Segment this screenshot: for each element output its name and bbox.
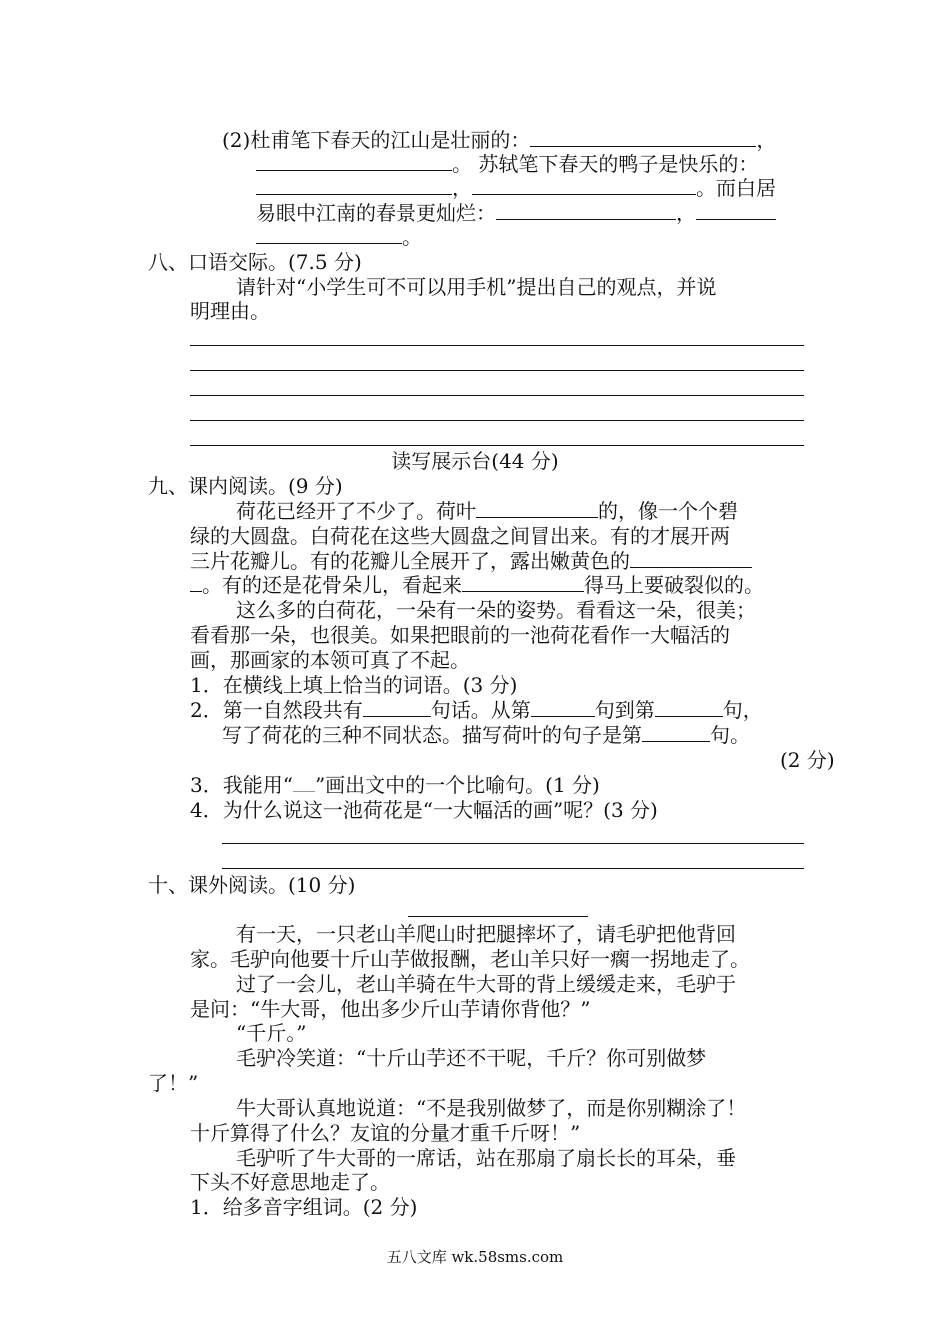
section-10-heading: 十、课外阅读。(10 分) [148,873,356,897]
s10-l8: 牛大哥认真地说道：“不是我别做梦了，而是你别糊涂了！ [236,1096,747,1120]
q7-2-text4: 易眼中江南的春景更灿烂： [256,201,496,225]
answer-line[interactable] [190,345,804,346]
s9-q3 [190,773,600,797]
s10-l11: 下头不好意思地走了。 [190,1170,390,1194]
section-8-heading: 八、口语交际。(7.5 分) [148,250,362,274]
answer-blank[interactable] [476,499,598,518]
q7-2-text3: 。而白居 [696,176,776,200]
q7-2-text1: (2)杜甫笔下春天的江山是壮丽的： [222,128,531,152]
answer-blank[interactable] [472,176,696,195]
answer-blank[interactable] [642,723,710,742]
s9-text: 。有的还是花骨朵儿，看起来 [202,573,462,597]
s10-l2: 家。毛驴向他要十斤山芋做报酬，老山羊只好一瘸一拐地走了。 [190,947,750,971]
q7-2-line3 [256,176,776,200]
answer-blank[interactable] [256,176,452,195]
s9-text: 句。 [710,723,750,747]
s9-q1: 1．在横线上填上恰当的词语。(3 分) [190,673,518,697]
s9-text: 的，像一个个碧 [598,499,738,523]
s10-q1: 1．给多音字组词。(2 分) [190,1195,418,1219]
section-8-prompt-l2: 明理由。 [190,299,270,323]
s9-q2-line1 [190,698,763,722]
answer-blank[interactable] [496,201,676,220]
q7-2-comma3: ， [676,201,696,225]
s9-p1-l2: 绿的大圆盘。白荷花在这些大圆盘之间冒出来。有的才展开两 [190,524,730,548]
answer-line[interactable] [190,370,804,371]
answer-line[interactable] [222,843,804,844]
answer-blank[interactable] [531,698,595,717]
s9-q2-score: (2 分) [780,748,835,772]
answer-blank[interactable] [655,698,723,717]
s9-text: 句， [722,698,763,722]
title-blank[interactable] [408,916,588,917]
s9-p1-l1 [236,499,738,523]
s9-q4: 4．为什么说这一池荷花是“一大幅活的画”呢？(3 分) [190,798,658,822]
q7-2-comma2: ， [452,176,472,200]
s9-p2-l2: 看看那一朵，也很美。如果把眼前的一池荷花看作一大幅活的 [190,623,730,647]
q7-2-line5 [256,225,422,249]
q7-2-text2: 。 苏轼笔下春天的鸭子是快乐的： [452,152,759,176]
s10-l3: 过了一会儿，老山羊骑在牛大哥的背上缓缓走来，毛驴于 [236,972,736,996]
s10-l1: 有一天，一只老山羊爬山时把腿摔坏了，请毛驴把他背回 [236,922,736,946]
s9-text: ”画出文中的一个比喻句。(1 分) [314,773,600,797]
s9-text: 句到第 [594,698,655,722]
s9-p2-l3: 画，那画家的本领可真了不起。 [190,648,470,672]
q7-2-line1 [222,128,776,152]
s9-text: 三片花瓣儿。有的花瓣儿全展开了，露出嫩黄色的 [190,549,630,573]
s9-p1-l4 [190,573,764,597]
q7-2-line2 [256,152,758,176]
s9-text: 荷花已经开了不少了。荷叶 [236,499,476,523]
answer-blank[interactable] [190,573,202,592]
answer-blank[interactable] [256,225,402,244]
s10-l6: 毛驴冷笑道：“十斤山芋还不干呢，千斤？你可别做梦 [236,1046,707,1070]
s9-text: 3．我能用“ [190,773,293,797]
answer-blank[interactable] [696,201,776,220]
answer-line[interactable] [190,445,804,446]
answer-blank[interactable] [363,698,431,717]
answer-line[interactable] [190,420,804,421]
s9-text: 句话。从第 [430,698,531,722]
s9-text: 写了荷花的三种不同状态。描写荷叶的句子是第 [222,723,642,747]
answer-blank[interactable] [630,549,752,568]
answer-blank[interactable] [462,573,584,592]
s10-l5: “千斤。” [236,1021,307,1045]
s10-l7: 了！” [148,1071,199,1095]
s9-p1-l3 [190,549,752,573]
s10-l10: 毛驴听了牛大哥的一席话，站在那扇了扇长长的耳朵，垂 [236,1146,736,1170]
answer-blank[interactable] [256,152,452,171]
section-8-prompt-l1: 请针对“小学生可不可以用手机”提出自己的观点，并说 [236,275,717,299]
s10-l9: 十斤算得了什么？友谊的分量才重千斤呀！” [190,1121,581,1145]
page-footer: 五八文库 wk.58sms.com [386,1248,564,1266]
s9-q2-line2 [222,723,750,747]
q7-2-text5: 。 [402,225,422,249]
section-title: 读写展示台(44 分) [391,449,559,473]
answer-line[interactable] [190,395,804,396]
answer-blank[interactable] [530,128,756,147]
q7-2-line4 [256,201,776,225]
wavy-underline-icon [293,779,315,792]
s9-p2-l1: 这么多的白荷花，一朵有一朵的姿势。看看这一朵，很美； [236,598,756,622]
s9-text: 2．第一自然段共有 [190,698,363,722]
q7-2-comma: ， [756,128,777,152]
section-9-heading: 九、课内阅读。(9 分) [148,474,343,498]
s10-l4: 是问：“牛大哥，他出多少斤山芋请你背他？” [190,997,591,1021]
answer-line[interactable] [222,868,804,869]
s9-text: 得马上要破裂似的。 [584,573,764,597]
